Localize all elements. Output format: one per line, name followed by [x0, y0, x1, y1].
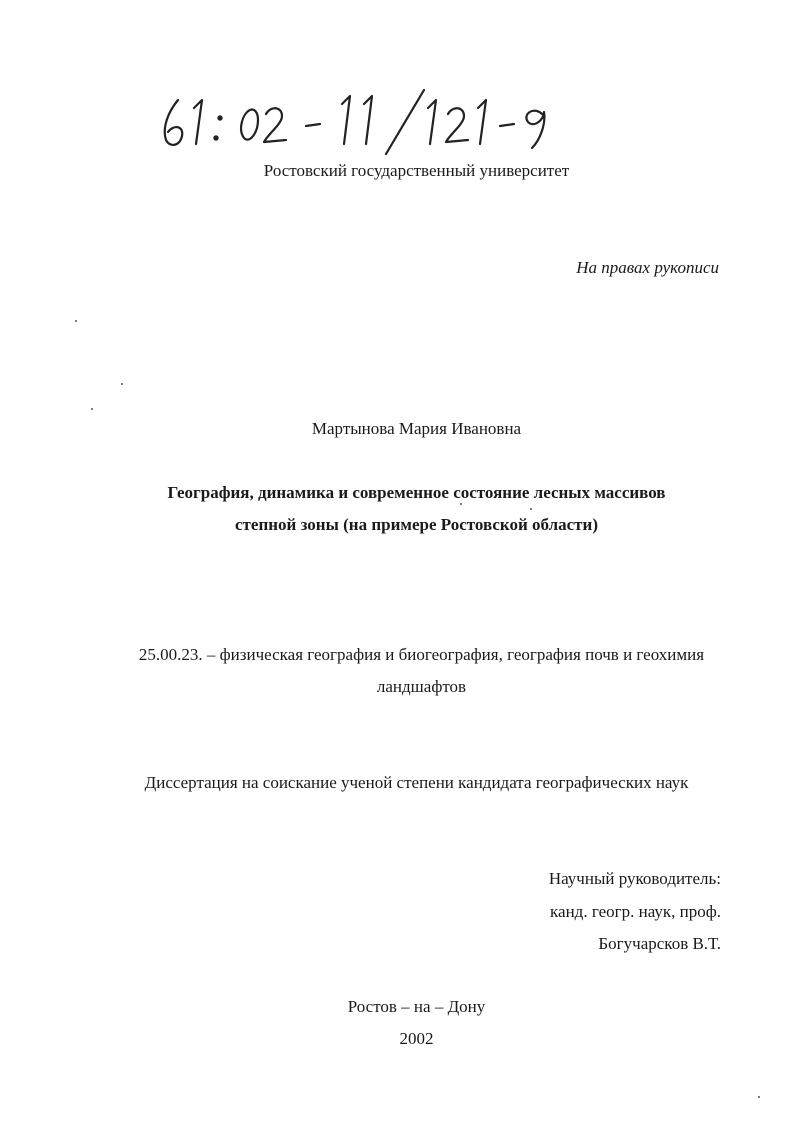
scan-speck [121, 383, 123, 385]
manuscript-note: На правах рукописи [576, 258, 719, 277]
author-name: Мартынова Мария Ивановна [311, 419, 522, 438]
scan-speck [530, 508, 532, 510]
city: Ростов – на – Дону [347, 997, 486, 1016]
supervisor-name: Богучарсков В.Т. [598, 934, 721, 953]
thesis-title-line-1: География, динамика и современное состояние лесных массивов [167, 483, 666, 502]
scan-speck [758, 1096, 760, 1098]
supervisor-rank: канд. геогр. наук, проф. [550, 902, 721, 921]
scan-speck [460, 503, 462, 505]
university-name: Ростовский государственный университет [263, 161, 570, 180]
thesis-title-line-2: степной зоны (на примере Ростовской области) [235, 515, 598, 534]
specialty-line-2: ландшафтов [376, 677, 467, 696]
scan-speck [75, 320, 77, 322]
specialty-line-1: 25.00.23. – физическая география и биогеография, география почв и геохимия [138, 645, 705, 664]
scan-speck [91, 408, 93, 410]
handwritten-archive-code [158, 88, 578, 158]
year: 2002 [399, 1029, 434, 1048]
degree-statement: Диссертация на соискание ученой степени кандидата географических наук [144, 773, 689, 792]
supervisor-role: Научный руководитель: [548, 869, 721, 888]
